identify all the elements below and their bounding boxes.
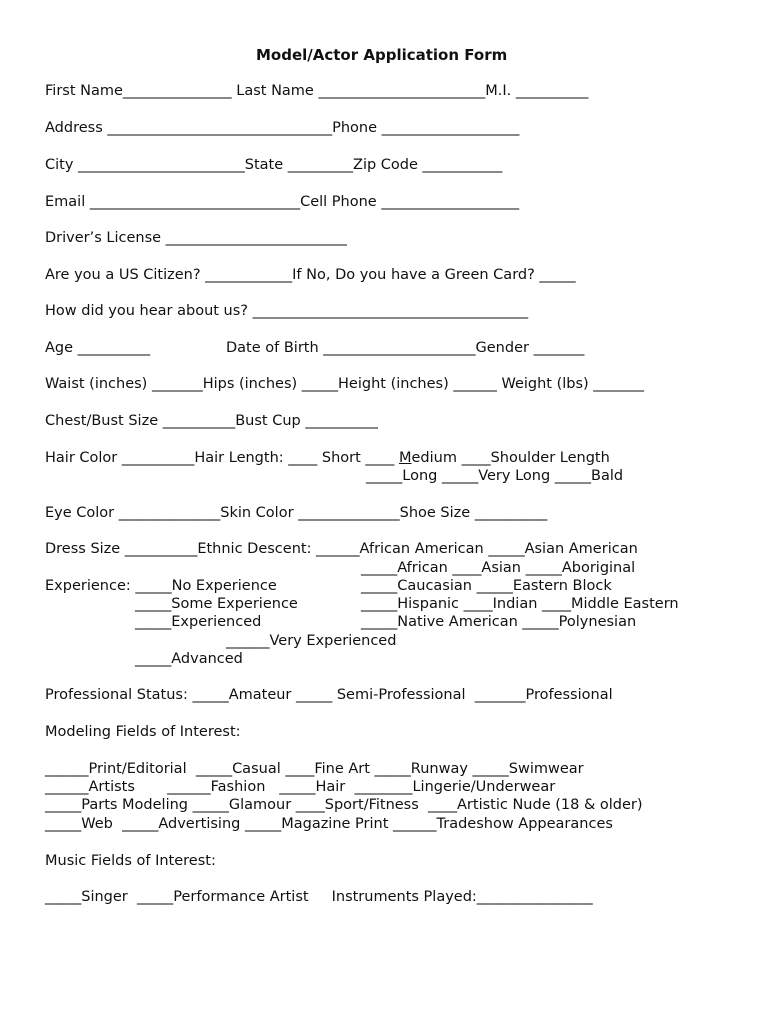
hair-length-row-2[interactable]: _____Long _____Very Long _____Bald [366,468,624,484]
ethnic-row-4[interactable]: _____Hispanic ____Indian ____Middle Eastern [361,596,679,612]
name-row[interactable]: First Name_______________ Last Name _______________________M.I. __________ [45,83,589,99]
modeling-row-1[interactable]: ______Print/Editorial _____Casual ____Fine Art _____Runway _____Swimwear [45,761,584,777]
experience-row-2[interactable]: _____Some Experience [135,596,298,612]
hair-row[interactable] [45,449,610,467]
page-title: Model/Actor Application Form [256,46,508,64]
license-row[interactable]: Driver’s License _________________________ [45,230,347,246]
dob-gender-row[interactable]: Date of Birth _____________________Gender _______ [226,340,585,356]
hair-row-underlined-letter: M [399,450,412,466]
chest-row[interactable]: Chest/Bust Size __________Bust Cup __________ [45,413,378,429]
citizen-row[interactable]: Are you a US Citizen? ____________If No, Do you have a Green Card? _____ [45,267,576,283]
email-row[interactable]: Email _____________________________Cell Phone ___________________ [45,194,520,210]
ethnic-row-3[interactable]: _____Caucasian _____Eastern Block [361,578,612,594]
hair-row-start: Hair Color __________Hair Length: ____ Short ____ [45,450,399,466]
measurements-row[interactable]: Waist (inches) _______Hips (inches) _____Height (inches) ______ Weight (lbs) _______ [45,376,645,392]
eye-skin-shoe-row[interactable]: Eye Color ______________Skin Color ______________Shoe Size __________ [45,505,548,521]
dress-ethnic-row[interactable]: Dress Size __________Ethnic Descent: ______African American _____Asian American [45,541,638,557]
ethnic-row-5[interactable]: _____Native American _____Polynesian [361,614,637,630]
city-row[interactable]: City _______________________State _________Zip Code ___________ [45,157,503,173]
hair-row-end: edium ____Shoulder Length [411,450,610,466]
hear-about-row[interactable]: How did you hear about us? ______________________________________ [45,303,529,319]
modeling-row-3[interactable]: _____Parts Modeling _____Glamour ____Sport/Fitness ____Artistic Nude (18 & older) [45,797,643,813]
age-field[interactable]: Age __________ [45,340,151,356]
experience-row-4[interactable]: ______Very Experienced [226,633,397,649]
address-row[interactable]: Address _______________________________Phone ___________________ [45,120,520,136]
experience-row-1[interactable]: Experience: _____No Experience [45,578,277,594]
music-row[interactable]: _____Singer _____Performance Artist Instruments Played:________________ [45,889,593,905]
professional-status-row[interactable]: Professional Status: _____Amateur _____ Semi-Professional _______Professional [45,687,613,703]
ethnic-row-2[interactable]: _____African ____Asian _____Aboriginal [361,560,636,576]
modeling-fields-label: Modeling Fields of Interest: [45,724,241,740]
modeling-row-2[interactable]: ______Artists ______Fashion _____Hair ________Lingerie/Underwear [45,779,556,795]
experience-row-3[interactable]: _____Experienced [135,614,262,630]
music-fields-label: Music Fields of Interest: [45,853,216,869]
experience-row-5[interactable]: _____Advanced [135,651,243,667]
modeling-row-4[interactable]: _____Web _____Advertising _____Magazine Print ______Tradeshow Appearances [45,816,613,832]
